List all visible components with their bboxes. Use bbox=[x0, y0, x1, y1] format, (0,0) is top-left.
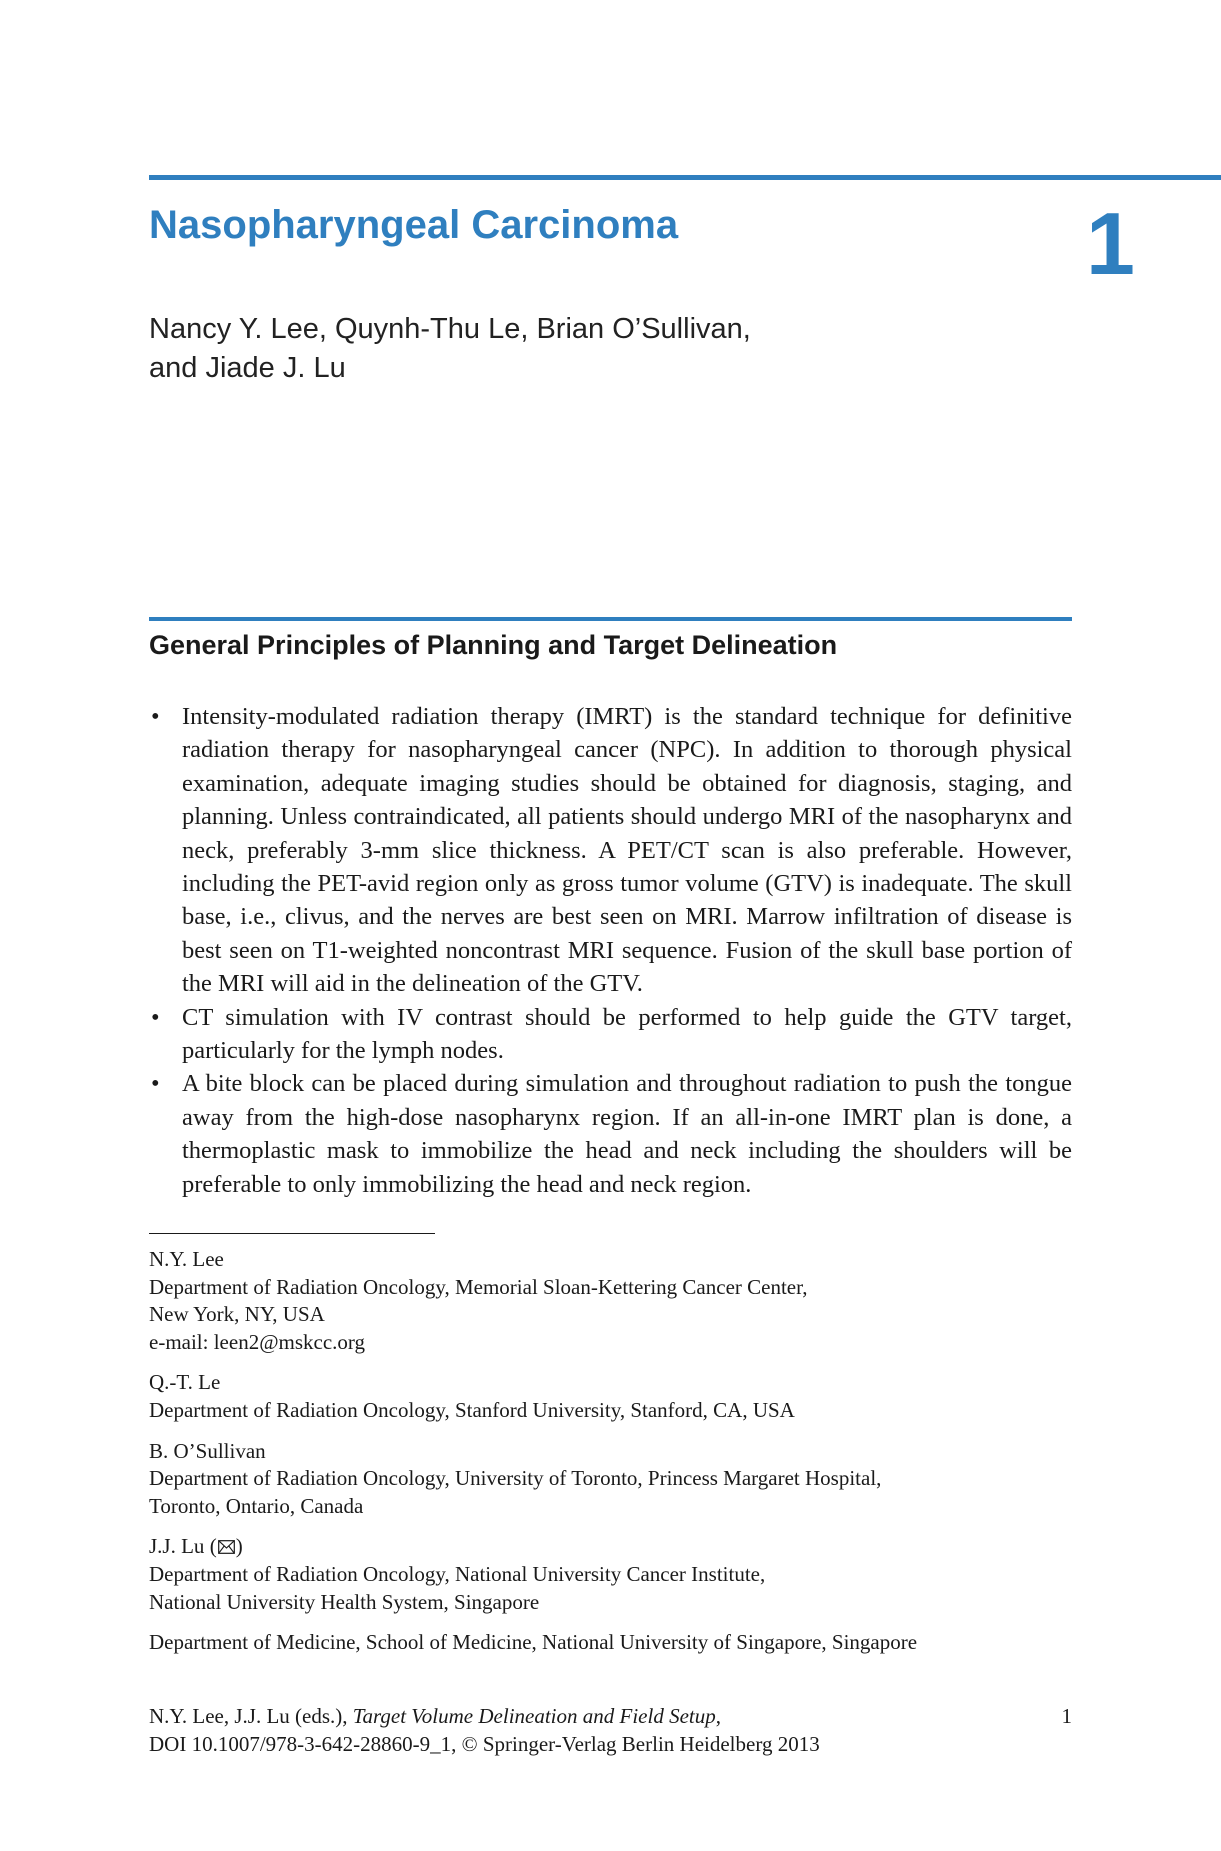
author-name: Q.-T. Le bbox=[149, 1370, 221, 1395]
bullet-dot: • bbox=[151, 703, 160, 730]
bullet-text: Intensity-modulated radiation therapy (IMRT) is the standard technique for definitive radiation therapy for nasopharyngeal cancer (NPC). In addition to thorough physical examination, adequate imaging studies should be obtained for diagnosis, staging, and planning. Unless contraindicated, all patients should undergo MRI of the nasopharynx and neck, preferably 3-mm slice thickness. A PET/CT scan is also preferable. However, including the PET-avid region only as gross tumor volume (GTV) is inadequate. The skull base, i.e., clivus, and the nerves are best seen on MRI. Marrow infiltration of disease is best seen on T1-weighted noncontrast MRI sequence. Fusion of the skull base portion of the MRI will aid in the delineation of the GTV. bbox=[182, 703, 1072, 998]
page-number: 1 bbox=[1061, 1704, 1072, 1728]
bullet-dot: • bbox=[151, 1070, 160, 1098]
author-name: B. O’Sullivan bbox=[149, 1438, 266, 1463]
page-footer bbox=[149, 1703, 1072, 1758]
citation-line: N.Y. Lee, J.J. Lu (eds.), Target Volume Delineation and Field Setup, bbox=[149, 1704, 721, 1728]
bullet-list bbox=[149, 700, 1072, 1201]
bullet-item bbox=[149, 1001, 1072, 1068]
chapter-number: 1 bbox=[1086, 194, 1135, 293]
authors-line-2: and Jiade J. Lu bbox=[149, 352, 346, 384]
bullet-dot: • bbox=[151, 1003, 160, 1031]
affiliation-osullivan bbox=[149, 1438, 1109, 1521]
author-location: New York, NY, USA bbox=[149, 1302, 325, 1327]
bullet-item bbox=[149, 700, 1072, 1001]
citation-editors: N.Y. Lee, J.J. Lu (eds.), bbox=[149, 1704, 348, 1728]
author-name: N.Y. Lee bbox=[149, 1247, 224, 1271]
author-department: Department of Radiation Oncology, Stanford University, Stanford, CA, USA bbox=[149, 1397, 795, 1422]
affiliation-lu bbox=[149, 1533, 1109, 1616]
author-location: National University Health System, Singapore bbox=[149, 1589, 540, 1614]
chapter-top-rule bbox=[149, 175, 1221, 180]
footnote-rule bbox=[149, 1233, 435, 1234]
bullet-item bbox=[149, 1067, 1072, 1201]
authors-line-1: Nancy Y. Lee, Quynh-Thu Le, Brian O’Sullivan, bbox=[149, 313, 751, 345]
affiliation-lee bbox=[149, 1246, 1109, 1356]
author-department: Department of Radiation Oncology, National University Cancer Institute, bbox=[149, 1561, 766, 1586]
affiliations bbox=[149, 1246, 1109, 1670]
affiliation-le bbox=[149, 1369, 1109, 1424]
section-rule bbox=[149, 617, 1072, 621]
author-department: Department of Radiation Oncology, Memorial Sloan-Kettering Cancer Center, bbox=[149, 1274, 808, 1299]
section-heading: General Principles of Planning and Target Delineation bbox=[149, 630, 838, 660]
author-email[interactable]: e-mail: leen2@mskcc.org bbox=[149, 1329, 366, 1354]
chapter-title: Nasopharyngeal Carcinoma bbox=[149, 203, 679, 247]
author-location: Toronto, Ontario, Canada bbox=[149, 1493, 364, 1518]
affiliation-lu-secondary bbox=[149, 1629, 1109, 1657]
envelope-icon bbox=[218, 1540, 235, 1554]
citation-doi: DOI 10.1007/978-3-642-28860-9_1, © Springer-Verlag Berlin Heidelberg 2013 bbox=[149, 1731, 820, 1756]
author-name-row: J.J. Lu ( ) bbox=[149, 1534, 243, 1559]
author-name: J.J. Lu bbox=[149, 1534, 205, 1559]
author-department: Department of Medicine, School of Medicine, National University of Singapore, Singapore bbox=[149, 1630, 918, 1655]
bullet-text: A bite block can be placed during simulation and throughout radiation to push the tongue away from the high-dose nasopharynx region. If an all-in-one IMRT plan is done, a thermoplastic mask to immobilize the head and neck including the shoulders will be preferable to only immobilizing the head and neck region. bbox=[182, 1070, 1072, 1198]
bullet-text: CT simulation with IV contrast should be performed to help guide the GTV target, particularly for the lymph nodes. bbox=[182, 1003, 1072, 1065]
citation-book-title: Target Volume Delineation and Field Setup bbox=[352, 1704, 716, 1728]
chapter-authors bbox=[149, 310, 849, 388]
author-department: Department of Radiation Oncology, University of Toronto, Princess Margaret Hospital, bbox=[149, 1466, 882, 1491]
